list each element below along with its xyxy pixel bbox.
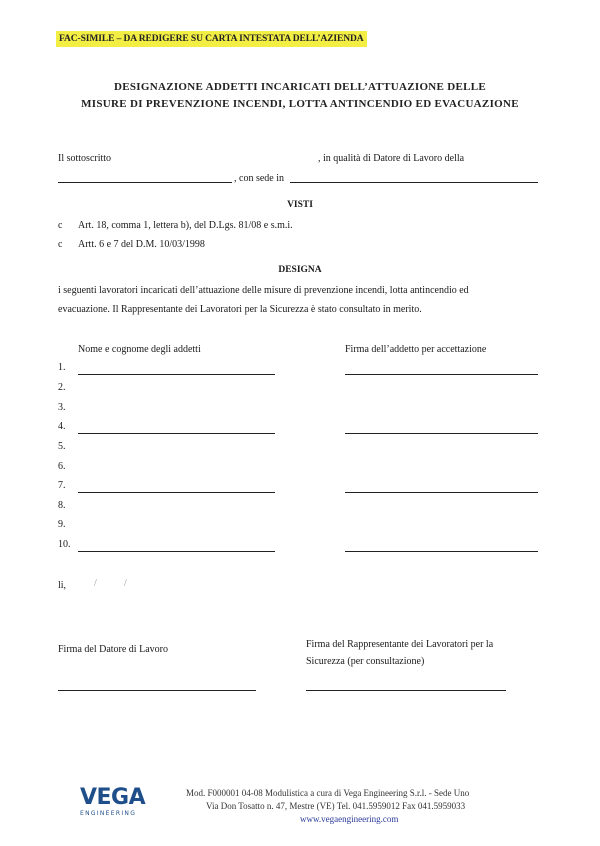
firma-rls-field[interactable] xyxy=(306,690,506,691)
firma-datore-label: Firma del Datore di Lavoro xyxy=(58,644,168,655)
nome-addetto-field[interactable] xyxy=(78,551,275,552)
visti-item-1: Art. 18, comma 1, lettera b), del D.Lgs. 81/08 e s.m.i. xyxy=(78,220,293,231)
nome-addetto-field[interactable] xyxy=(78,374,275,375)
document-title-line1: DESIGNAZIONE ADDETTI INCARICATI DELL’ATTUAZIONE DELLE xyxy=(113,81,487,93)
visti-item-2: Artt. 6 e 7 del D.M. 10/03/1998 xyxy=(78,239,205,250)
designa-text-line1: i seguenti lavoratori incaricati dell’attuazione delle misure di prevenzione incendi, lotta antincendio ed xyxy=(58,285,469,296)
date-place-label: li, xyxy=(58,580,67,591)
visti-bullet-2: c xyxy=(58,239,63,250)
firma-rls-label-line2: Sicurezza (per consultazione) xyxy=(306,656,425,667)
firma-addetto-field[interactable] xyxy=(345,492,538,493)
nome-addetto-field[interactable] xyxy=(78,433,275,434)
firma-rls-label-line1: Firma del Rappresentante dei Lavoratori per la xyxy=(306,639,494,650)
date-separator-2: / xyxy=(124,578,127,589)
firma-addetto-field[interactable] xyxy=(345,551,538,552)
row-number: 6. xyxy=(58,461,66,472)
row-number: 1. xyxy=(58,362,66,373)
nome-datore-field[interactable] xyxy=(58,182,232,183)
row-number: 3. xyxy=(58,402,66,413)
qualita-label: , in qualità di Datore di Lavoro della xyxy=(318,153,465,164)
firma-addetto-field[interactable] xyxy=(345,374,538,375)
logo-wordmark: VEGA xyxy=(80,785,146,810)
col-header-firma: Firma dell’addetto per accettazione xyxy=(345,344,487,355)
document-title-line2: MISURE DI PREVENZIONE INCENDI, LOTTA ANTINCENDIO ED EVACUAZIONE xyxy=(81,98,519,110)
vega-logo xyxy=(80,787,160,817)
sottoscritto-label: Il sottoscritto xyxy=(58,153,112,164)
row-number: 10. xyxy=(58,539,71,550)
row-number: 8. xyxy=(58,500,66,511)
footer-website-link[interactable]: www.vegaengineering.com xyxy=(300,814,399,824)
visti-heading: VISTI xyxy=(287,200,313,210)
row-number: 4. xyxy=(58,421,66,432)
row-number: 7. xyxy=(58,480,66,491)
footer-line-2: Via Don Tosatto n. 47, Mestre (VE) Tel. 041.5959012 Fax 041.5959033 xyxy=(206,801,466,811)
facsimile-banner: FAC-SIMILE – DA REDIGERE SU CARTA INTESTATA DELL’AZIENDA xyxy=(56,31,367,47)
col-header-nome: Nome e cognome degli addetti xyxy=(78,344,201,355)
designa-heading: DESIGNA xyxy=(278,265,322,275)
logo-subtitle: ENGINEERING xyxy=(80,810,137,817)
row-number: 5. xyxy=(58,441,66,452)
row-number: 2. xyxy=(58,382,66,393)
designa-text-line2: evacuazione. Il Rappresentante dei Lavoratori per la Sicurezza è stato consultato in merito. xyxy=(58,304,422,315)
firma-addetto-field[interactable] xyxy=(345,433,538,434)
nome-addetto-field[interactable] xyxy=(78,492,275,493)
row-number: 9. xyxy=(58,519,66,530)
footer-line-1: Mod. F000001 04-08 Modulistica a cura di Vega Engineering S.r.l. - Sede Uno xyxy=(186,788,470,798)
date-separator-1: / xyxy=(94,578,97,589)
firma-datore-field[interactable] xyxy=(58,690,256,691)
sede-field[interactable] xyxy=(290,182,538,183)
visti-bullet-1: c xyxy=(58,220,63,231)
con-sede-label: , con sede in xyxy=(234,173,284,184)
